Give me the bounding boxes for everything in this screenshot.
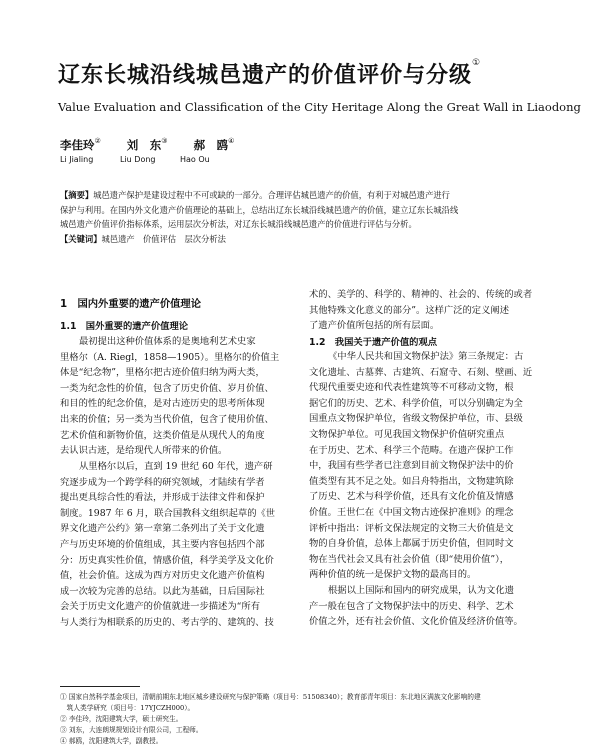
abstract-line: 保护与利用。在国内外文化遗产价值理论的基础上，总结出辽东长城沿线城邑遗产的价值，建立辽东长城沿线 [60, 204, 459, 215]
footnote-divider [60, 686, 140, 687]
abstract-line: 城邑遗产价值评价指标体系，运用层次分析法，对辽东长城沿线城邑遗产的价值进行评估与分析。 [60, 219, 417, 229]
paper-title [58, 58, 558, 89]
right-paragraph-4: 根据以上国际和国内的研究成果，认为文化遗 产一般在包含了文物保护法中的历史、科学、艺术 价值之外，还有社会价值、文化价值及经济价值等。 [309, 585, 523, 628]
keywords-text: 城邑遗产 价值评估 层次分析法 [101, 233, 226, 244]
title-footnote-mark: ① [472, 58, 482, 68]
paper-title-english: Value Evaluation and Classification of the City Heritage Along the Great Wall in Liaodong [58, 100, 581, 114]
right-paragraph-continued: 术的、美学的、科学的、精神的、社会的、传统的或者 其他特殊文化意义的部分”。这样广泛的定义阐述 了遗产价值所包括的所有层面。 [309, 289, 533, 332]
footnote-3: ③ 刘东，大连朗规规划设计有限公司，工程师。 [60, 726, 203, 734]
section-heading-1-2: 1.2 我国关于遗产价值的观点 [309, 337, 438, 348]
footnote-1: ① 国家自然科学基金项目，清朝前期东北地区城乡建设研究与保护策略（项目号：51508340）；教育部青年项目：东北地区满族文化影响的建 [60, 693, 481, 701]
abstract-label: 【摘要】 [60, 190, 94, 200]
footnote-1-cont: 筑人类学研究（项目号：17YJCZH000）。 [60, 704, 195, 712]
author-list [60, 137, 256, 153]
footnote-4: ④ 郝鸥，沈阳建筑大学，副教授。 [60, 737, 163, 745]
author-3-pinyin: Hao Ou [180, 155, 210, 164]
paper-title-text: 辽东长城沿线城邑遗产的价值评价与分级 [58, 63, 473, 88]
section-heading-1-1: 1.1 国外重要的遗产价值理论 [60, 321, 189, 332]
abstract-line: 【摘要】城邑遗产保护是建设过程中不可或缺的一部分。合理评估城邑遗产的价值，有利于对城邑遗产进行 [60, 190, 450, 200]
author-pinyin-list [60, 155, 240, 164]
section-heading-1: 1 国内外重要的遗产价值理论 [60, 298, 202, 310]
author-3: 郝 鸥④ [193, 137, 235, 152]
author-2: 刘 东③ [126, 137, 168, 152]
left-paragraph-1: 最初提出这种价值体系的是奥地利艺术史家 里格尔（A. Riegl，1858—1905）。里格尔的价值主 体是“纪念物”，里格尔把古迹价值归纳为两大类， 一类为纪念性的价值，包含了历史价值、岁月价值、 和目的性的纪念价值，是对古迹历史的思考所体现 出来的价值；另一类为当代价值，包含了使用价值、 艺术价值和新物价值，这类价值是从现代人的角度 去认识古迹，是给现代人所带来的价值。 [60, 336, 280, 457]
footnotes [60, 692, 540, 747]
abstract-block [60, 188, 542, 246]
keywords-label: 【关键词】 [60, 233, 102, 244]
footnote-2: ② 李佳玲，沈阳建筑大学，硕士研究生。 [60, 715, 183, 723]
left-paragraph-2: 从里格尔以后，直到 19 世纪 60 年代，遗产研 究逐步成为一个跨学科的研究领域，才陆续有学者 提出更具综合性的看法，并形成于法律文件和保护 制度。1987 年 6 月，联合国教科文组织起草的《世 界文化遗产公约》第一章第二条列出了关于文化遗 产与历史环境的价值组成，其主要内容包括四个部 分：历史真实性价值，情感价值，科学美学及文化价 值，社会价值。这成为西方对历史文化遗产价值构 成一次较为完善的总结。以此为基础，日后国际社 会关于历史文化遗产的价值就进一步描述为“所有 与人类行为相联系的历史的、考古学的、建筑的、技 [60, 461, 276, 628]
author-1: 李佳玲② [60, 137, 101, 152]
author-1-pinyin: Li Jialing [60, 155, 94, 164]
keywords-line [60, 232, 542, 247]
right-paragraph-3: 《中华人民共和国文物保护法》第三条规定：古 文化遗址、古墓葬、古建筑、石窟寺、石刻、壁画、近 代现代重要史迹和代表性建筑等不可移动文物，根 据它们的历史、艺术、科学价值，可以分别确定为全 国重点文物保护单位，省级文物保护单位，市、县级 文物保护单位。可见我国文物保护价值研究重点 在于历史、艺术、科学三个范畴。在遗产保护工作 中，我国有些学者已注意到目前文物保护法中的价 值类型有其不足之处。如吕舟特指出，文物建筑除 了历史、艺术与科学价值，还具有文化价值及情感 价值。王世仁在《中国文物古迹保护准则》的理念 评析中指出：评析文保法规定的文物三大价值是文 物的自身价值，总体上都属于历史价值，但同时文 物在当代社会又具有社会价值（即“使用价值”）， 两种价值的统一是保护文物的最高目的。 [309, 351, 533, 581]
author-2-pinyin: Liu Dong [120, 155, 156, 164]
